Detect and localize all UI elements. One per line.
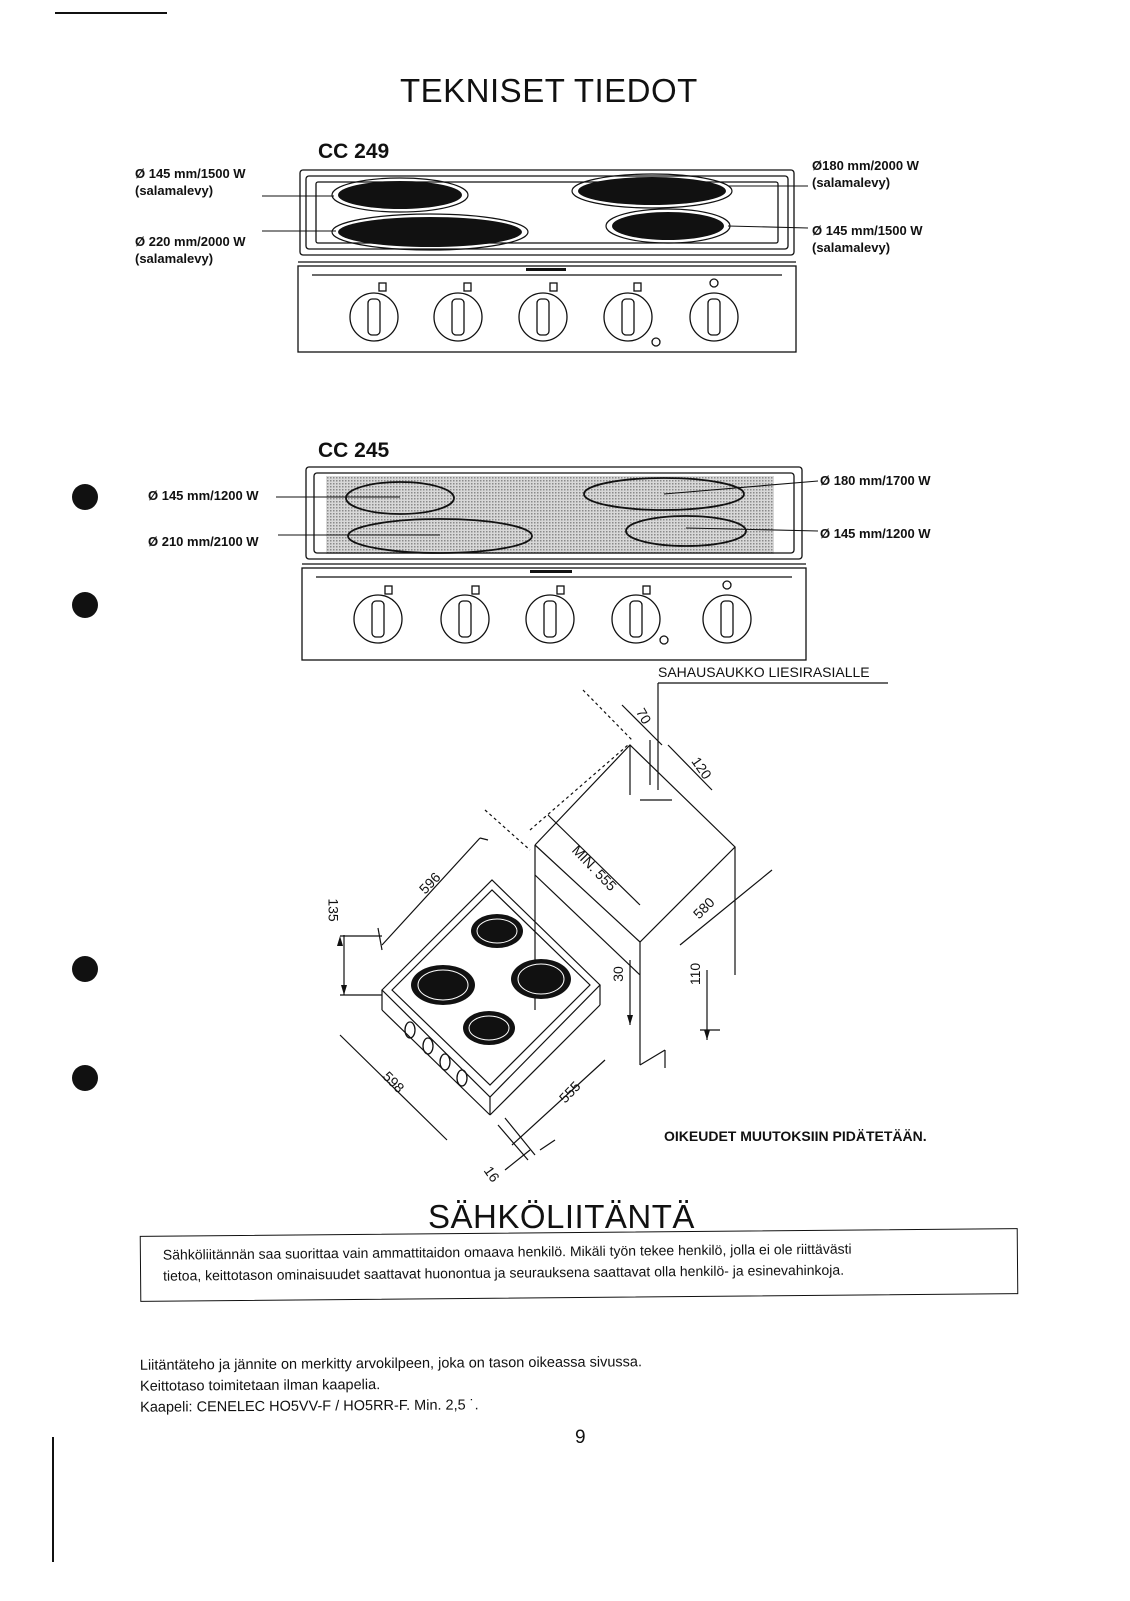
dim-596: 596: [415, 869, 444, 897]
dim-16: 16: [480, 1163, 503, 1185]
cutout-label: SAHAUSAUKKO LIESIRASIALLE: [658, 664, 870, 680]
dim-555: 555: [555, 1078, 584, 1106]
dim-598: 598: [379, 1068, 408, 1096]
info-line-2: Keittotaso toimitetaan ilman kaapelia.: [139, 1377, 381, 1395]
cc245-label-bottom-right: Ø 145 mm/1200 W: [820, 526, 931, 541]
cc245-label-top-left: Ø 145 mm/1200 W: [148, 488, 259, 503]
cc249-label-bottom-right: Ø 145 mm/1500 W (salamalevy): [812, 223, 923, 255]
cc245-label-top-right: Ø 180 mm/1700 W: [820, 473, 931, 488]
warning-line-2: tietoa, keittotason ominaisuudet saattavat huonontua ja seurauksena saattavat olla henkilö- ja esinevahinkoja.: [163, 1261, 845, 1284]
cc249-label-bottom-left: Ø 220 mm/2000 W (salamalevy): [135, 234, 246, 266]
model-cc245: CC 245: [318, 439, 390, 462]
warning-line-1: Sähköliitännän saa suorittaa vain ammattitaidon omaava henkilö. Mikäli työn tekee henkilö, jolla ei ole riittävästi: [162, 1240, 852, 1263]
section-heading: SÄHKÖLIITÄNTÄ: [428, 1198, 695, 1235]
margin-rule: [52, 1437, 54, 1562]
info-line-3: Kaapeli: CENELEC HO5VV-F / HO5RR-F. Min. 2,5 ˙.: [140, 1397, 479, 1416]
dim-30: 30: [609, 966, 626, 982]
page-number: 9: [575, 1427, 586, 1448]
dim-135: 135: [325, 898, 342, 922]
cc249-label-top-left: Ø 145 mm/1500 W (salamalevy): [135, 166, 246, 198]
info-text: [140, 1352, 643, 1419]
dim-min555: MIN. 555: [568, 842, 620, 894]
dim-110: 110: [687, 962, 704, 986]
info-line-1: Liitäntäteho ja jännite on merkitty arvokilpeen, joka on tason oikeassa sivussa.: [139, 1354, 643, 1374]
rights-notice: OIKEUDET MUUTOKSIIN PIDÄTETÄÄN.: [664, 1128, 927, 1144]
warning-box: [140, 1228, 1019, 1302]
page-title: TEKNISET TIEDOT: [400, 72, 698, 109]
dim-70: 70: [632, 705, 655, 727]
cc245-label-bottom-left: Ø 210 mm/2100 W: [148, 534, 259, 549]
dim-580: 580: [689, 894, 718, 922]
cc249-label-top-right: Ø180 mm/2000 W (salamalevy): [812, 158, 919, 190]
dim-120: 120: [688, 753, 715, 783]
model-cc249: CC 249: [318, 140, 390, 163]
